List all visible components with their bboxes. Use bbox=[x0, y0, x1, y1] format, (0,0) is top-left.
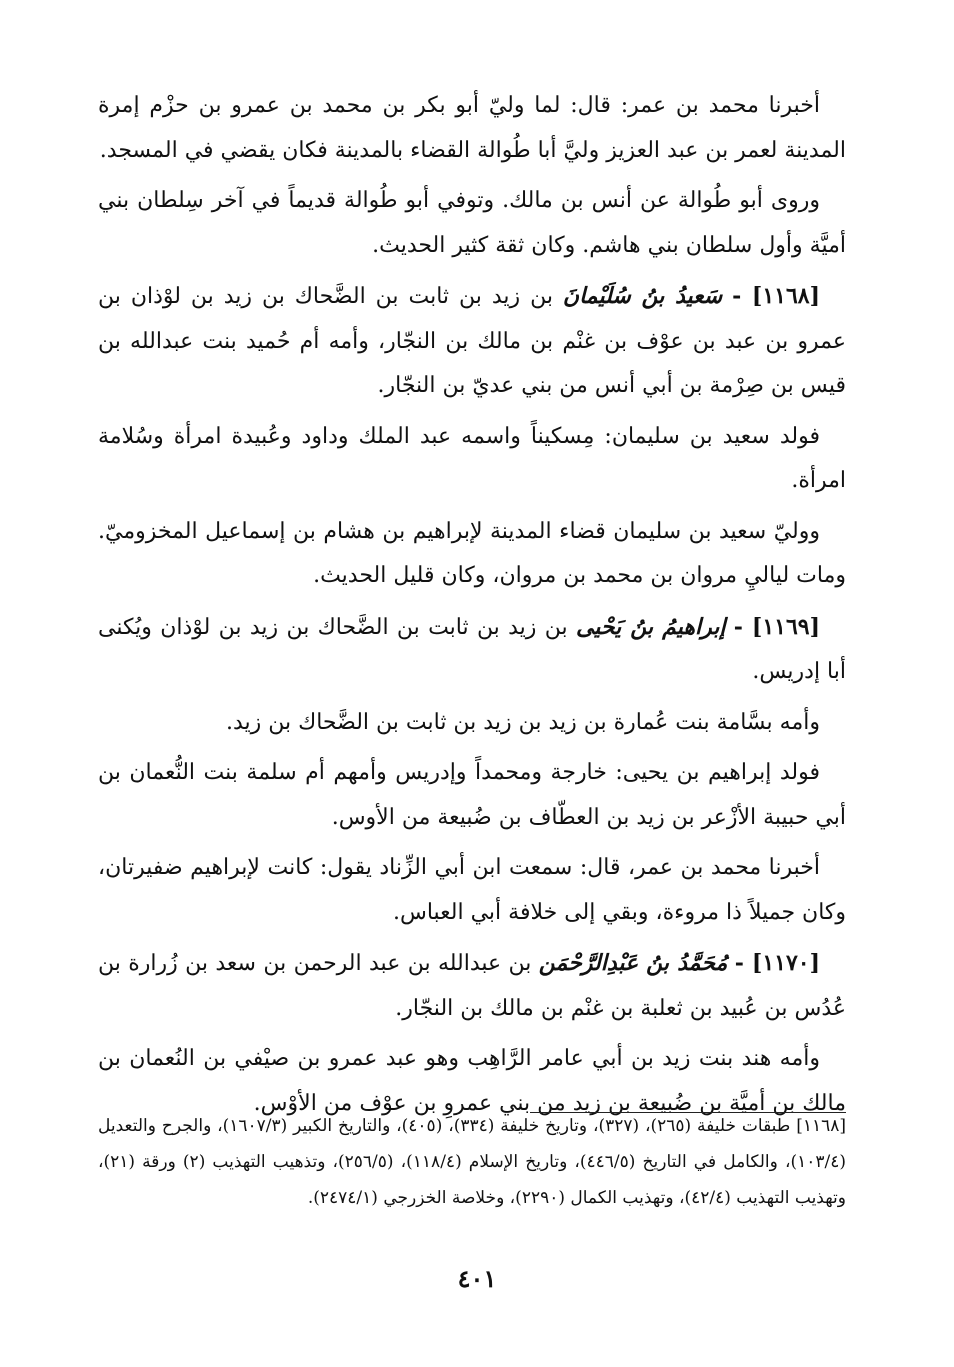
main-text bbox=[98, 84, 846, 1126]
paragraph-text: وروى أبو طُوالة عن أنس بن مالك. وتوفي أبو طُوالة قديماً في آخر سِلطان بني أميَّة وأول سلطان بني هاشم. وكان ثقة كثير الحديث. bbox=[98, 188, 846, 258]
entry-name: إبراهيمُ بنُ يَحْيى bbox=[575, 613, 726, 640]
paragraph-1 bbox=[98, 84, 846, 173]
paragraph-8 bbox=[98, 751, 846, 840]
entry-name: سَعيدُ بنُ سُلَيْمانَ bbox=[562, 283, 723, 309]
entry-text: بن زيد بن ثابت بن الضَّحاك بن زيد بن لوْذان ويُكنى أبا إدريس. bbox=[98, 614, 846, 684]
entry-1169 bbox=[98, 605, 846, 695]
paragraph-text: أخبرنا محمد بن عمر: قال: لما وليّ أبو بكر بن محمد بن عمرو بن حزْم إمرة المدينة لعمر بن عبد العزيز وليَّ أبا طُوالة القضاء بالمدينة فكان يقضي في المسجد. bbox=[98, 93, 846, 163]
entry-number: [١١٧٠] - bbox=[734, 950, 821, 976]
entry-1170 bbox=[98, 941, 846, 1031]
paragraph-text: فولد سعيد بن سليمان: مِسكيناً واسمه عبد الملك وداود وعُبيدة امرأة وسُلامة امرأة. bbox=[98, 423, 846, 493]
paragraph-text: ووليّ سعيد بن سليمان قضاء المدينة لإبراهيم بن هشام بن إسماعيل المخزوميّ. ومات لياليِ مروان بن محمد بن مروان، وكان قليل الحديث. bbox=[98, 518, 846, 588]
footnote-block bbox=[98, 1108, 846, 1216]
paragraph-7 bbox=[98, 701, 846, 746]
entry-text: بن زيد بن ثابت بن الضَّحاك بن زيد بن لوْذان بن عمرو بن عبد بن عوْف بن غنْم بن مالك بن النجّار، وأمه أم حُميد بنت عبدالله بن قيس بن صِرْمة بن أبي أنس من بني عديّ بن النجّار. bbox=[98, 284, 846, 398]
paragraph-text: أخبرنا محمد بن عمر، قال: سمعت ابن أبي الزِّناد يقول: كانت لإبراهيم ضفيرتان، وكان جميلاً ذا مروءة، وبقي إلى خلافة أبي العباس. bbox=[98, 855, 846, 925]
paragraph-text: وأمه بسَّامة بنت عُمارة بن زيد بن زيد بن ثابت بن الضَّحاك بن زيد. bbox=[225, 709, 820, 735]
entry-number: [١١٦٨] - bbox=[732, 283, 820, 309]
paragraph-4 bbox=[98, 415, 846, 504]
paragraph-2 bbox=[98, 179, 846, 268]
paragraph-text: وأمه هند بنت زيد بن أبي عامر الرَّاهِب وهو عبد عمرو بن صيْفي بن النُعمان بن مالك بن أميَّة بن ضُبيعة بن زيد من بني عمروِ بن عوْف من الأوْس. bbox=[98, 1046, 846, 1116]
paragraph-9 bbox=[98, 846, 846, 935]
entry-number: [١١٦٩] - bbox=[733, 613, 821, 640]
entry-name: مُحَمَّدُ بنُ عَبْدِالرَّحْمَن bbox=[538, 950, 728, 976]
paragraph-5 bbox=[98, 510, 846, 599]
paragraph-text: فولد إبراهيم بن يحيى: خارجة ومحمداً وإدريس وأمهم أم سلمة بنت النُّعمان بن أبي حبيبة الأزْعر بن زيد بن العطّاف بن ضُبيعة من الأوس. bbox=[98, 760, 846, 830]
footnote-text: [١١٦٨] طبقات خليفة (٢٦٥)، (٣٢٧)، وتاريخ خليفة (٣٣٤)، (٤٠٥)، والتاريخ الكبير (١٦٠٧/٣)، والجرح والتعديل (١٠٣/٤)، والكامل في التاريخ (٤٤٦/٥)، وتاريخ الإسلام (١١٨/٤)، (٢٥٦/٥)، وتذهيب التهذيب (٢) ورقة (٢١)، وتهذيب التهذيب (٤٢/٤)، وتهذيب الكمال (٢٢٩٠)، وخلاصة الخزرجي (٢٤٧٤/١). bbox=[98, 1116, 847, 1208]
page-number: ٤٠١ bbox=[457, 1264, 497, 1293]
entry-text: بن عبدالله بن عبد الرحمن بن سعد بن زُرارة بن عُدُس بن عُبيد بن ثعلبة بن غنْم بن مالك بن النجّار. bbox=[98, 951, 846, 1021]
entry-1168 bbox=[98, 274, 846, 409]
